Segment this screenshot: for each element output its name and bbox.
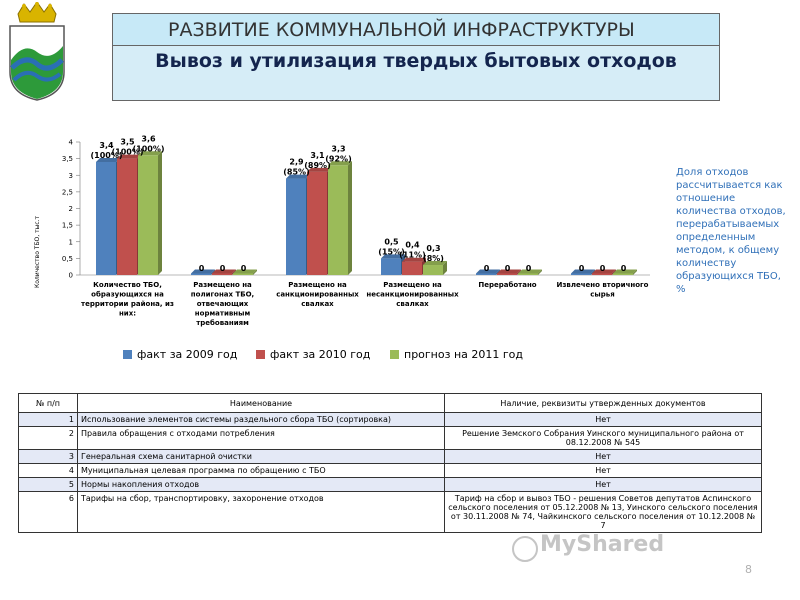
category-label: Размещено на полигонах ТБО, отвечающих нормативным требованиям: [190, 281, 255, 327]
data-label: 0,4 (11%): [399, 240, 426, 260]
table-header-cell: № п/п: [19, 394, 78, 413]
coat-of-arms-logo: [4, 2, 70, 102]
data-label: 3,3 (92%): [325, 144, 352, 164]
legend-label: прогноз на 2011 год: [404, 348, 523, 361]
table-cell: 1: [19, 413, 78, 427]
table-header-cell: Наличие, реквизиты утвержденных документов: [445, 394, 762, 413]
data-label: 3,6 (100%): [132, 134, 165, 154]
data-label: 0: [525, 264, 532, 273]
bar: [212, 274, 232, 276]
table-row: [19, 450, 762, 464]
bar: [613, 274, 633, 276]
data-label: 0: [578, 264, 585, 273]
y-axis-label: Количество ТБО, тыс.т: [34, 215, 41, 289]
data-label: 0,3 (8%): [423, 244, 444, 264]
category-label: Переработано: [478, 281, 537, 289]
data-label: 3,4 (100%): [90, 140, 123, 160]
bar: [518, 274, 538, 276]
bar: [286, 179, 306, 275]
share-note: Доля отходов рассчитывается как отношение количества отходов, перерабатываемых определенным методом, к общему количеству образующихся ТБО, %: [676, 167, 786, 295]
table-row: [19, 427, 762, 450]
table-cell: Правила обращения с отходами потребления: [78, 427, 445, 450]
category-label: Количество ТБО, образующихся на территории района, из них:: [81, 281, 174, 318]
watermark-icon: [512, 536, 538, 562]
table-cell: 2: [19, 427, 78, 450]
table-cell: 3: [19, 450, 78, 464]
waste-bar-chart: [30, 118, 650, 368]
table-cell: Нет: [445, 464, 762, 478]
table-cell: Генеральная схема санитарной очистки: [78, 450, 445, 464]
y-tick-label: 3,5: [61, 155, 73, 164]
bar: [328, 165, 348, 275]
bar-side: [158, 151, 162, 275]
y-tick-label: 2: [68, 205, 73, 213]
legend-swatch: [256, 350, 265, 359]
table-cell: Нормы накопления отходов: [78, 478, 445, 492]
page-number: 8: [745, 563, 752, 576]
data-label: 3,1 (89%): [304, 150, 331, 170]
legend-label: факт за 2010 год: [270, 348, 371, 361]
legend-swatch: [390, 350, 399, 359]
category-label: Размещено на несанкционированных свалках: [366, 281, 459, 308]
bar: [497, 274, 517, 276]
data-label: 0,5 (15%): [378, 237, 405, 257]
table-row: [19, 413, 762, 427]
bar: [96, 162, 116, 275]
y-tick-label: 2,5: [61, 188, 73, 197]
bar: [233, 274, 253, 276]
y-tick-label: 0,5: [61, 254, 73, 263]
bar: [402, 262, 422, 275]
data-label: 0: [620, 264, 627, 273]
category-label: Извлечено вторичного сырья: [556, 281, 649, 299]
bar: [592, 274, 612, 276]
bar: [117, 159, 137, 275]
legend-swatch: [123, 350, 132, 359]
data-label: 0: [504, 264, 511, 273]
bar: [191, 274, 211, 276]
category-label: Размещено на санкционированных свалках: [276, 281, 359, 308]
data-label: 0: [483, 264, 490, 273]
table-row: [19, 464, 762, 478]
table-row: [19, 492, 762, 533]
data-label: 3,5 (100%): [111, 137, 144, 157]
legend-label: факт за 2009 год: [137, 348, 238, 361]
bar: [476, 274, 496, 276]
bar: [423, 265, 443, 275]
y-tick-label: 4: [68, 138, 73, 147]
table-cell: 6: [19, 492, 78, 533]
table-header-cell: Наименование: [78, 394, 445, 413]
bar: [571, 274, 591, 276]
page-subtitle: Вывоз и утилизация твердых бытовых отходов: [112, 46, 720, 101]
table-cell: Тарифы на сбор, транспортировку, захоронение отходов: [78, 492, 445, 533]
table-cell: Нет: [445, 478, 762, 492]
table-cell: Решение Земского Собрания Уинского муниципального района от 08.12.2008 № 545: [445, 427, 762, 450]
data-label: 0: [198, 264, 205, 273]
bar-side: [348, 161, 352, 275]
table-cell: 5: [19, 478, 78, 492]
data-label: 0: [219, 264, 226, 273]
data-label: 0: [240, 264, 247, 273]
data-label: 0: [599, 264, 606, 273]
y-tick-label: 0: [68, 271, 73, 280]
bar: [381, 258, 401, 275]
bar: [307, 172, 327, 275]
bar: [138, 155, 158, 275]
y-tick-label: 1,5: [61, 221, 73, 230]
table-row: [19, 478, 762, 492]
table-cell: Нет: [445, 450, 762, 464]
y-tick-label: 3: [68, 171, 73, 180]
table-cell: Использование элементов системы раздельного сбора ТБО (сортировка): [78, 413, 445, 427]
y-tick-label: 1: [68, 238, 73, 247]
table-cell: 4: [19, 464, 78, 478]
documents-table: [18, 393, 762, 533]
table-cell: Тариф на сбор и вывоз ТБО - решения Советов депутатов Аспинского сельского поселения от 05.12.2008 № 13, Уинского сельского поселения от 30.11.2008 № 74, Чайкинского сельского поселения от 10.12.2008 № 7: [445, 492, 762, 533]
page-title: РАЗВИТИЕ КОММУНАЛЬНОЙ ИНФРАСТРУКТУРЫ: [112, 13, 720, 46]
table-cell: Муниципальная целевая программа по обращению с ТБО: [78, 464, 445, 478]
table-cell: Нет: [445, 413, 762, 427]
watermark: MyShared: [540, 532, 665, 557]
data-label: 2,9 (85%): [283, 157, 310, 177]
